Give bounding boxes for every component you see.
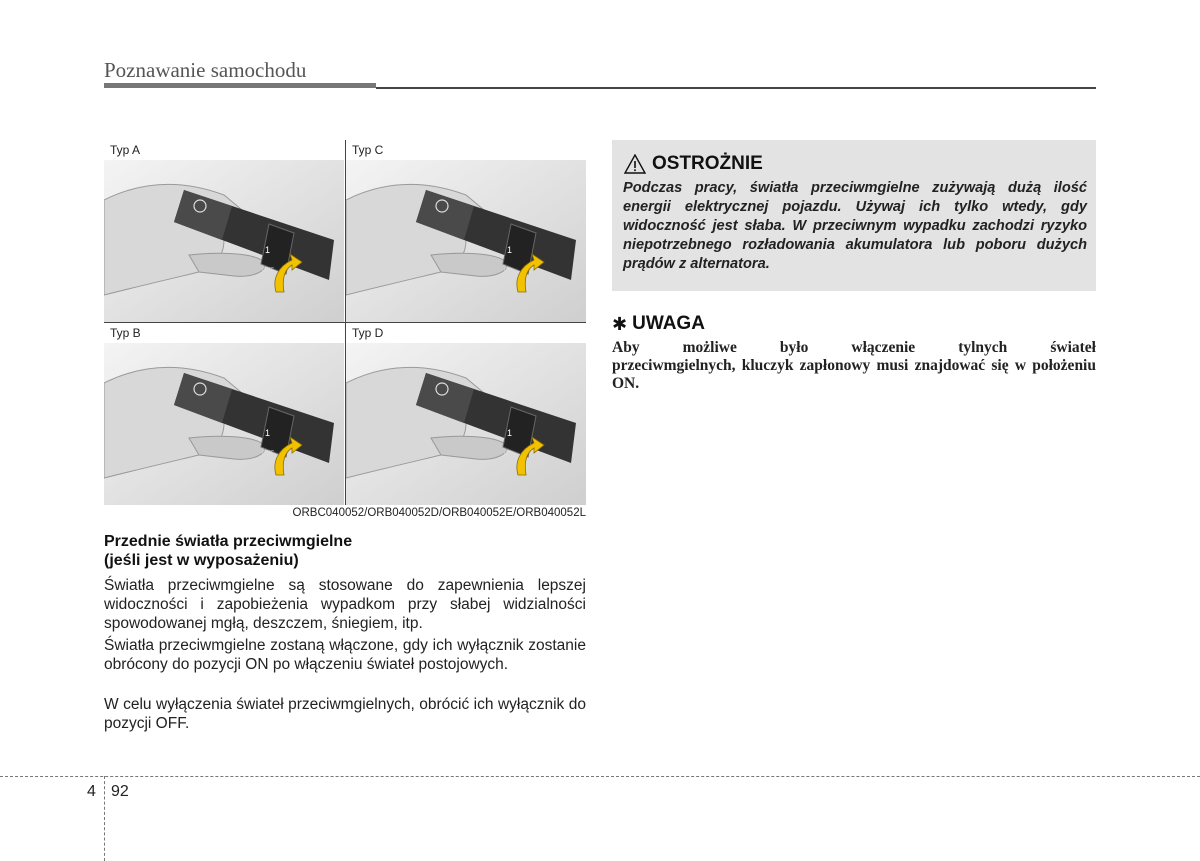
caution-heading	[624, 153, 763, 175]
note-heading	[612, 313, 705, 335]
paragraph-1: Światła przeciwmgielne są stosowane do zapewnienia lepszej widoczności i zapobieżenia wypadkom przy słabej widzialności spowodowanej mgłą, deszczem, śniegiem, itp.	[104, 577, 586, 632]
panel-typ-c	[346, 140, 586, 322]
off-label: OFF	[262, 268, 274, 274]
section-title	[104, 532, 586, 570]
chapter-number: 4	[87, 783, 96, 800]
off-label: O	[504, 268, 509, 274]
panel-label: Typ D	[352, 326, 384, 340]
panel-label: Typ A	[110, 143, 141, 157]
note-text	[612, 339, 1096, 393]
panel-typ-d	[346, 323, 586, 505]
position-marker: 1	[265, 245, 271, 255]
caution-box	[612, 140, 1096, 291]
warning-triangle-icon	[624, 154, 646, 174]
fog-light-switch-figure	[104, 140, 586, 505]
figure-code: ORBC040052/ORB040052D/ORB040052E/ORB040052L	[292, 507, 586, 519]
header-rule-thick	[104, 83, 376, 88]
off-label: OFF	[262, 451, 274, 457]
panel-label: Typ C	[352, 143, 384, 157]
header-rule-thin	[376, 87, 1096, 89]
page-number: 92	[111, 783, 129, 800]
section-title-line1: Przednie światła przeciwmgielne	[104, 533, 353, 550]
panel-label: Typ B	[110, 326, 141, 340]
running-header: Poznawanie samochodu	[104, 58, 307, 82]
caution-title: OSTROŻNIE	[652, 153, 763, 174]
hand-lever-illustration	[346, 160, 586, 322]
position-marker: 1	[265, 428, 271, 438]
figure-divider-horizontal	[104, 322, 586, 323]
asterisk-icon: ✱	[612, 313, 628, 334]
footer-dashed-vertical	[104, 776, 105, 861]
hand-lever-illustration	[104, 343, 344, 505]
paragraph-3: W celu wyłączenia świateł przeciwmgielnych, obrócić ich wyłącznik do pozycji OFF.	[104, 696, 586, 732]
note-title: UWAGA	[632, 313, 705, 334]
off-label: O	[504, 451, 509, 457]
footer-dashed-rule	[0, 776, 1200, 777]
hand-lever-illustration	[104, 160, 344, 322]
position-marker: 1	[507, 428, 513, 438]
paragraph-2: Światła przeciwmgielne zostaną włączone, gdy ich wyłącznik zostanie obrócony do pozycji ON po włączeniu świateł postojowych.	[104, 637, 586, 673]
panel-typ-b	[104, 323, 344, 505]
note-text-rest: przeciwmgielnych, kluczyk zapłonowy musi znajdować się w położeniu ON.	[612, 357, 1096, 392]
section-title-line2: (jeśli jest w wyposażeniu)	[104, 552, 299, 569]
panel-typ-a	[104, 140, 344, 322]
position-marker: 1	[507, 245, 513, 255]
caution-text: Podczas pracy, światła przeciwmgielne zużywają dużą ilość energii elektrycznej pojazdu. Używaj ich tylko wtedy, gdy widoczność jest słaba. W przeciwnym wypadku zachodzi ryzyko niepotrzebnego rozładowania akumulatora lub poboru dużych prądów z alternatora.	[623, 180, 1087, 272]
hand-lever-illustration	[346, 343, 586, 505]
note-text-line1: Aby możliwe było włączenie tylnych świateł	[612, 339, 1096, 356]
